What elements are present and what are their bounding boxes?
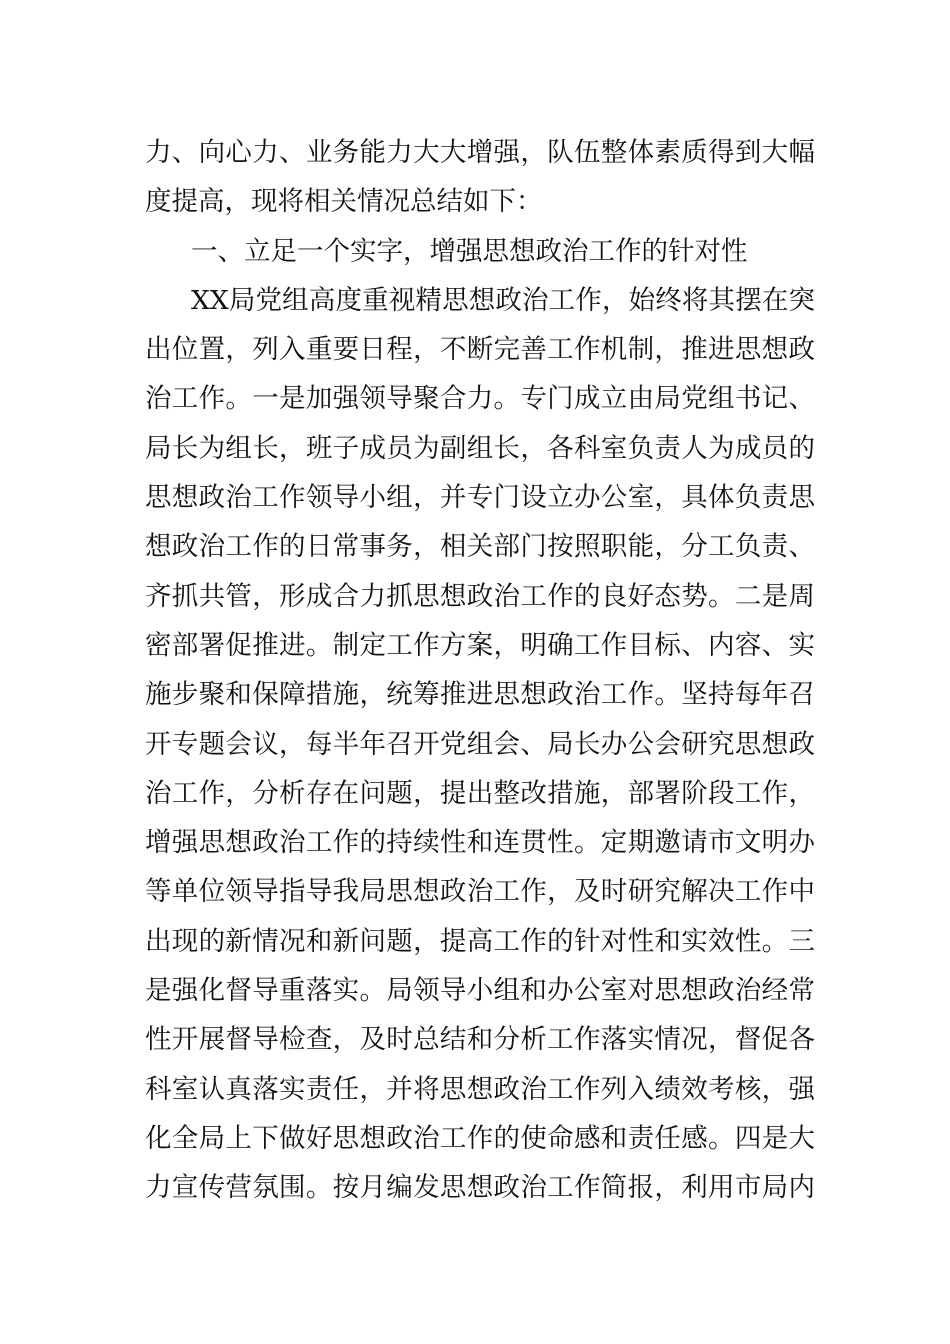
paragraph-line: 等单位领导指导我局思想政治工作，及时研究解决工作中 (145, 876, 815, 908)
paragraph-line: 开专题会议，每半年召开党组会、局长办公会研究思想政 (145, 728, 815, 760)
paragraph-line: 齐抓共管，形成合力抓思想政治工作的良好态势。二是周 (145, 580, 815, 612)
paragraph-line: 治工作，分析存在问题，提出整改措施，部署阶段工作， (145, 777, 815, 809)
document-body (145, 128, 815, 1213)
paragraph-line: 性开展督导检查，及时总结和分析工作落实情况，督促各 (145, 1024, 815, 1056)
paragraph-line: XX局党组高度重视精思想政治工作，始终将其摆在突 (191, 284, 815, 316)
paragraph-line: 力宣传营氛围。按月编发思想政治工作简报，利用市局内 (145, 1172, 815, 1204)
section-heading: 一、立足一个实字，增强思想政治工作的针对性 (191, 235, 748, 267)
paragraph-line: 治工作。一是加强领导聚合力。专门成立由局党组书记、 (145, 383, 815, 415)
paragraph-line: 出现的新情况和新问题，提高工作的针对性和实效性。三 (145, 925, 815, 957)
paragraph-line: 想政治工作的日常事务，相关部门按照职能，分工负责、 (145, 531, 815, 563)
paragraph-line: 密部署促推进。制定工作方案，明确工作目标、内容、实 (145, 629, 815, 661)
paragraph-line: 局长为组长，班子成员为副组长，各科室负责人为成员的 (145, 432, 815, 464)
paragraph-line: 增强思想政治工作的持续性和连贯性。定期邀请市文明办 (145, 827, 815, 859)
paragraph-line: 化全局上下做好思想政治工作的使命感和责任感。四是大 (145, 1122, 815, 1154)
paragraph-line: 是强化督导重落实。局领导小组和办公室对思想政治经常 (145, 975, 815, 1007)
paragraph-line: 思想政治工作领导小组，并专门设立办公室，具体负责思 (145, 482, 815, 514)
paragraph-line: 科室认真落实责任，并将思想政治工作列入绩效考核，强 (145, 1073, 815, 1105)
paragraph-line: 力、向心力、业务能力大大增强，队伍整体素质得到大幅 (145, 137, 815, 168)
paragraph-line: 施步聚和保障措施，统筹推进思想政治工作。坚持每年召 (145, 679, 815, 711)
paragraph-line: 出位置，列入重要日程，不断完善工作机制，推进思想政 (145, 334, 815, 366)
paragraph-line: 度提高，现将相关情况总结如下： (145, 186, 543, 218)
